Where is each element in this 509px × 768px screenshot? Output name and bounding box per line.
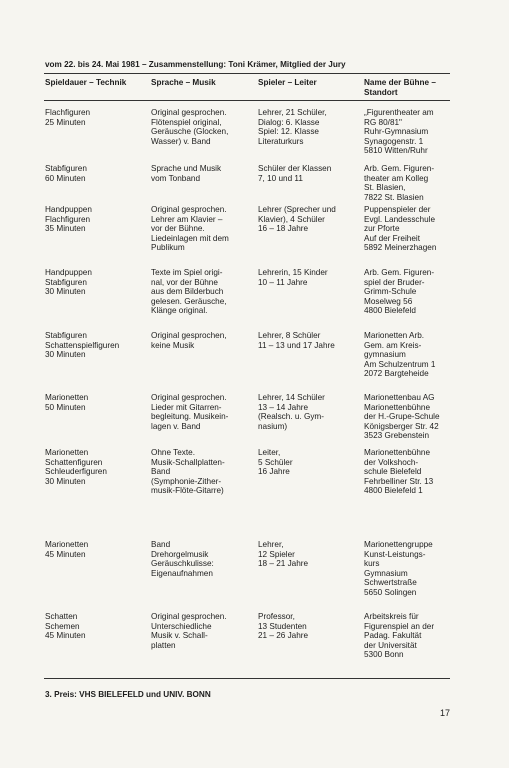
page-header: vom 22. bis 24. Mai 1981 – Zusammenstellung: Toni Krämer, Mitglied der Jury	[45, 60, 346, 69]
table-cell-leiter: Professor, 13 Studenten 21 – 26 Jahre	[258, 612, 309, 641]
table-cell-buehne: Arbeitskreis für Figurenspiel an der Padag. Fakultät der Universität 5300 Bonn	[364, 612, 435, 660]
award-note: 3. Preis: VHS BIELEFELD und UNIV. BONN	[45, 690, 211, 699]
column-header-musik: Sprache – Musik	[151, 78, 216, 87]
table-cell-leiter: Lehrer, 14 Schüler 13 – 14 Jahre (Realsch. u. Gym- nasium)	[258, 393, 325, 431]
table-cell-musik: Original gesprochen. Lieder mit Gitarren- begleitung. Musikein- lagen v. Band	[151, 393, 229, 431]
column-header-rule	[44, 100, 450, 101]
table-cell-musik: Original gesprochen. Lehrer am Klavier – vor der Bühne. Liedeinlagen mit dem Publikum	[151, 205, 229, 253]
table-cell-buehne: Marionettengruppe Kunst-Leistungs- kurs Gymnasium Schwertstraße 5650 Solingen	[364, 540, 433, 597]
table-cell-musik: Ohne Texte. Musik-Schallplatten- Band (Symphonie-Zither- musik-Flöte-Gitarre)	[151, 448, 225, 496]
header-rule	[44, 73, 450, 74]
table-cell-technik: Flachfiguren 25 Minuten	[45, 108, 91, 127]
table-cell-technik: Marionetten Schattenfiguren Schleuderfiguren 30 Minuten	[45, 448, 107, 486]
footer-rule	[44, 678, 450, 679]
table-cell-technik: Handpuppen Flachfiguren 35 Minuten	[45, 205, 92, 234]
table-cell-technik: Stabfiguren Schattenspielfiguren 30 Minuten	[45, 331, 120, 360]
table-cell-leiter: Leiter, 5 Schüler 16 Jahre	[258, 448, 293, 477]
table-cell-musik: Original gesprochen. Unterschiedliche Musik v. Schall- platten	[151, 612, 227, 650]
table-cell-buehne: „Figurentheater am RG 80/81" Ruhr-Gymnasium Synagogenstr. 1 5810 Witten/Ruhr	[364, 108, 434, 156]
table-cell-technik: Schatten Schemen 45 Minuten	[45, 612, 86, 641]
column-header-leiter: Spieler – Leiter	[258, 78, 317, 87]
table-cell-technik: Stabfiguren 60 Minuten	[45, 164, 87, 183]
table-cell-technik: Handpuppen Stabfiguren 30 Minuten	[45, 268, 92, 297]
table-cell-leiter: Lehrerin, 15 Kinder 10 – 11 Jahre	[258, 268, 328, 287]
table-cell-leiter: Lehrer, 12 Spieler 18 – 21 Jahre	[258, 540, 309, 569]
column-header-technik: Spieldauer – Technik	[45, 78, 127, 87]
table-cell-leiter: Lehrer, 21 Schüler, Dialog: 6. Klasse Spiel: 12. Klasse Literaturkurs	[258, 108, 327, 146]
table-cell-technik: Marionetten 50 Minuten	[45, 393, 89, 412]
table-cell-musik: Original gesprochen, keine Musik	[151, 331, 227, 350]
table-cell-buehne: Arb. Gem. Figuren- theater am Kolleg St. Blasien, 7822 St. Blasien	[364, 164, 435, 202]
table-cell-buehne: Marionettenbau AG Marionettenbühne der H.-Grupe-Schule Königsberger Str. 42 3523 Grebenstein	[364, 393, 440, 441]
table-cell-buehne: Arb. Gem. Figuren- spiel der Bruder- Grimm-Schule Moselweg 56 4800 Bielefeld	[364, 268, 435, 316]
table-cell-technik: Marionetten 45 Minuten	[45, 540, 89, 559]
table-cell-leiter: Lehrer (Sprecher und Klavier), 4 Schüler 16 – 18 Jahre	[258, 205, 336, 234]
table-cell-musik: Band Drehorgelmusik Geräuschkulisse: Eigenaufnahmen	[151, 540, 214, 578]
page-number: 17	[440, 708, 451, 718]
table-cell-leiter: Schüler der Klassen 7, 10 und 11	[258, 164, 332, 183]
table-cell-buehne: Marionettenbühne der Volkshoch- schule Bielefeld Fehrbelliner Str. 13 4800 Bielefeld 1	[364, 448, 434, 496]
table-cell-musik: Original gesprochen. Flötenspiel original, Geräusche (Glocken, Wasser) v. Band	[151, 108, 229, 146]
table-cell-buehne: Puppenspieler der Evgl. Landesschule zur Pforte Auf der Freiheit 5892 Meinerzhagen	[364, 205, 437, 253]
table-cell-musik: Sprache und Musik vom Tonband	[151, 164, 222, 183]
table-cell-musik: Texte im Spiel origi- nal, vor der Bühne aus dem Bilderbuch gelesen. Geräusche, Klänge original.	[151, 268, 227, 316]
table-cell-leiter: Lehrer, 8 Schüler 11 – 13 und 17 Jahre	[258, 331, 335, 350]
column-header-buehne: Name der Bühne – Standort	[364, 78, 436, 97]
table-cell-buehne: Marionetten Arb. Gem. am Kreis- gymnasium Am Schulzentrum 1 2072 Bargteheide	[364, 331, 436, 379]
